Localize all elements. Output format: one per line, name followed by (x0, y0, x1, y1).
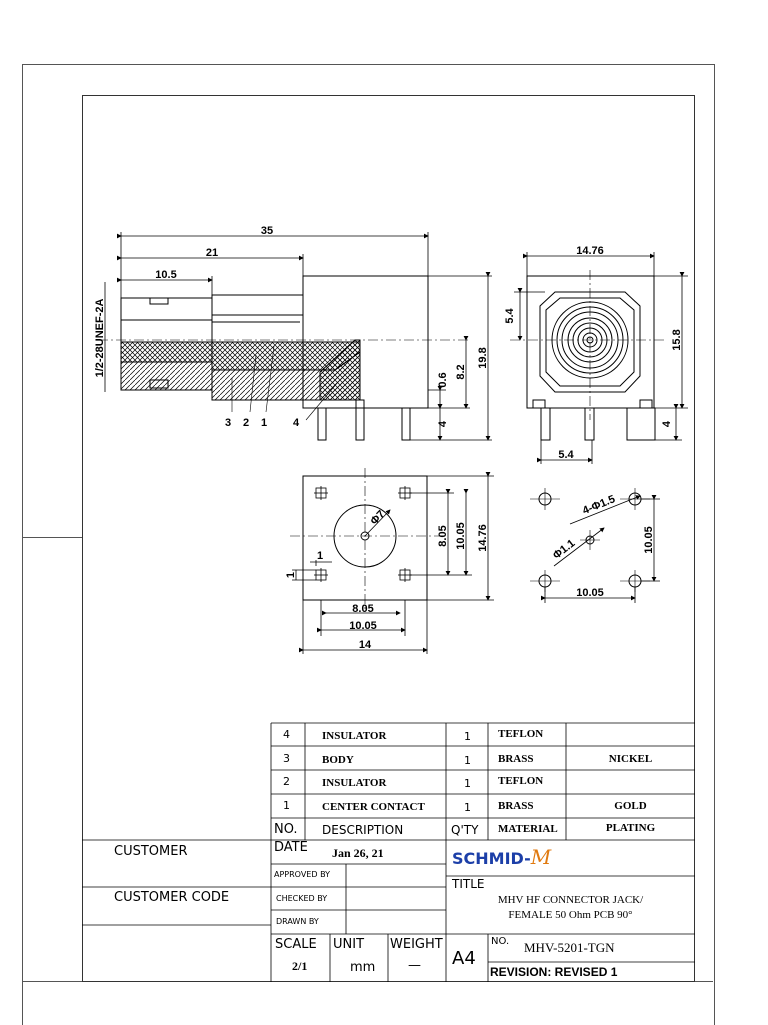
bom-header-qty: Q'TY (451, 823, 479, 837)
callout-3: 3 (224, 417, 232, 429)
bom-row-no: 2 (283, 775, 290, 788)
dim-5-4-pin: 5.4 (558, 449, 574, 461)
bom-row-desc: CENTER CONTACT (322, 801, 425, 813)
dim-4: 4 (437, 420, 449, 428)
dim-14-h: 14 (358, 639, 372, 651)
date-value: Jan 26, 21 (332, 846, 384, 860)
date-label: DATE (274, 840, 308, 855)
logo-mark: M (530, 845, 552, 869)
dim-phi7: Φ7 (368, 508, 388, 528)
dim-10-5: 10.5 (155, 269, 177, 281)
dim-8-2: 8.2 (455, 364, 467, 380)
dim-14-76-front: 14.76 (576, 245, 604, 257)
unit-label: UNIT (333, 937, 365, 952)
bom-row-qty: 1 (464, 801, 471, 814)
bom-row-desc: INSULATOR (322, 730, 387, 742)
weight-value: — (408, 958, 421, 973)
bom-row-plating: GOLD (614, 800, 647, 812)
bom-header-no: NO. (274, 822, 298, 837)
revision: REVISION: REVISED 1 (490, 965, 618, 979)
paper-size: A4 (452, 948, 476, 969)
bom-row-no: 1 (283, 799, 290, 812)
bom-row-qty: 1 (464, 730, 471, 743)
dim-1-h: 1 (316, 550, 324, 562)
dim-21: 21 (205, 247, 219, 259)
logo-text: SCHMID- (452, 849, 531, 868)
bom-header-material: MATERIAL (498, 823, 558, 835)
dim-thread: 1/2-28UNEF-2A (94, 298, 106, 378)
bom-row-material: TEFLON (498, 728, 544, 740)
bom-row-plating: NICKEL (608, 753, 653, 765)
dim-10-05-pcb-h: 10.05 (576, 587, 604, 599)
approved-by-label: APPROVED BY (274, 870, 331, 879)
checked-by-label: CHECKED BY (276, 894, 328, 903)
bom-row-no: 3 (283, 752, 290, 765)
dim-8-05-v: 8.05 (437, 525, 449, 547)
bom-row-desc: BODY (322, 754, 354, 766)
weight-label: WEIGHT (390, 937, 443, 952)
title-label: TITLE (452, 877, 485, 891)
unit-value: mm (350, 960, 376, 975)
customer-label: CUSTOMER (114, 844, 188, 859)
schmid-logo (452, 845, 551, 869)
dim-phi1-1: Φ1.1 (550, 537, 578, 562)
callout-2: 2 (242, 417, 250, 429)
title-line-1: MHV HF CONNECTOR JACK/ (497, 894, 644, 906)
scale-label: SCALE (275, 937, 317, 952)
dim-4-front: 4 (661, 420, 673, 428)
scale-value: 2/1 (292, 959, 308, 973)
dim-1-v: 1 (285, 571, 297, 579)
dim-35: 35 (260, 225, 274, 237)
title-line-2: FEMALE 50 Ohm PCB 90° (508, 909, 633, 921)
customer-code-label: CUSTOMER CODE (114, 890, 230, 905)
dim-0-6: 0.6 (437, 372, 449, 388)
bom-row-material: BRASS (498, 800, 534, 812)
bom-row-material: BRASS (498, 753, 534, 765)
bom-header-plating: PLATING (605, 822, 656, 834)
callout-1: 1 (260, 417, 268, 429)
bom-header-desc: DESCRIPTION (322, 823, 404, 837)
bom-row-material: TEFLON (498, 775, 544, 787)
dim-15-8: 15.8 (671, 329, 683, 351)
drawn-by-label: DRAWN BY (276, 917, 319, 926)
dim-10-05-v: 10.05 (455, 522, 467, 550)
dim-10-05-pcb-v: 10.05 (643, 526, 655, 554)
bom-row-no: 4 (283, 728, 290, 741)
dim-8-05-h: 8.05 (352, 603, 374, 615)
drawing-no-value: MHV-5201-TGN (524, 940, 615, 955)
dim-14-76-v: 14.76 (477, 524, 489, 552)
dim-4-phi1-5: 4-Φ1.5 (580, 493, 617, 518)
dim-5-4-front: 5.4 (504, 308, 516, 324)
bom-row-qty: 1 (464, 754, 471, 767)
dim-19-8: 19.8 (477, 347, 489, 369)
drawing-no-label: NO. (491, 936, 510, 947)
callout-4: 4 (292, 417, 300, 429)
dim-10-05-h: 10.05 (349, 620, 377, 632)
bom-row-desc: INSULATOR (322, 777, 387, 789)
bom-row-qty: 1 (464, 777, 471, 790)
